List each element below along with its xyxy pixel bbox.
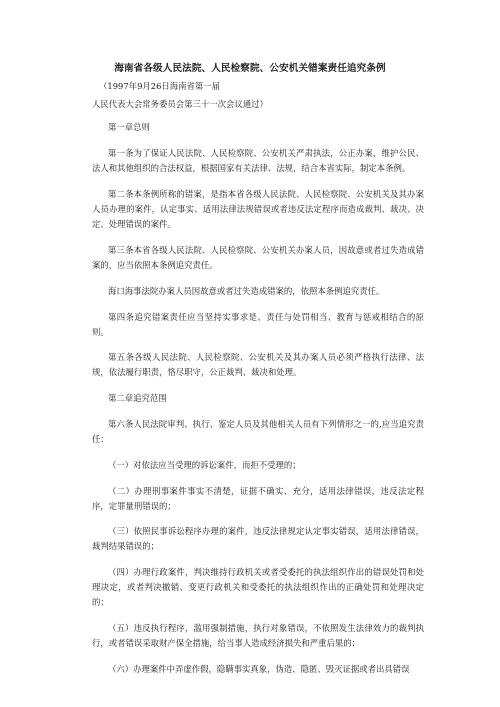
article-6-item-4: （四）办理行政案件，判决维持行政机关或者受委托的执法组织作出的错误处罚和处理决定，或者判决撤销、变更行政机关和受委托的执法组织作出的正确处罚和处理决定的；	[92, 567, 424, 607]
article-5: 第五条各级人民法院、人民检察院、公安机关及其办案人员必须严格执行法律、法规，依法履行职责，恪尽职守，公正裁判、裁决和处理。	[92, 352, 424, 377]
article-6-item-1: （一）对依法应当受理的诉讼案件，而拒不受理的；	[108, 460, 301, 470]
article-6: 第六条人民法院审判、执行、鉴定人员及其他相关人员有下列情形之一的,应当追究责任：	[92, 419, 424, 444]
article-1: 第一条为了保证人民法院、人民检察院、公安机关严肃执法，公正办案，维护公民、法人和其他组织的合法权益，根据国家有关法律、法规，结合本省实际，制定本条例。	[92, 148, 424, 173]
document-title: 海南省各级人民法院、人民检察院、公安机关错案责任追究条例	[114, 63, 386, 74]
article-6-item-5: （五）违反执行程序，滥用强制措施，执行对象错误，不依照发生法律效力的裁判执行，或者错误采取财产保全措施，给当事人造成经济损失和严重后果的；	[92, 623, 424, 648]
article-6-item-2: （二）办理刑事案件事实不清楚，证据不确实、充分，适用法律错误，违反法定程序，定罪量刑错误的；	[92, 486, 424, 511]
article-3-paragraph-2: 海口海事法院办案人员因故意或者过失造成错案的，依照本条例追究责任。	[108, 286, 385, 296]
article-3: 第三条本省各级人民法院、人民检察院、公安机关办案人员，因故意或者过失造成错案的，应当依照本条例追究责任。	[92, 245, 424, 270]
article-6-item-3: （三）依照民事诉讼程序办理的案件，违反法律规定认定事实错误，适用法律错误，裁判结果错误的；	[92, 526, 424, 551]
chapter-heading-1: 第一章总则	[108, 122, 150, 132]
chapter-heading-2: 第二章追究范围	[108, 393, 167, 403]
article-4: 第四条追究错案责任应当坚持实事求是、责任与处罚相当、教育与惩戒相结合的原则。	[92, 312, 424, 337]
article-6-item-6: （六）办理案件中弄虚作假，隐瞒事实真象，伪造、隐匿、毁灭证据或者出具错误	[108, 664, 410, 674]
enactment-note-line-1: （1997年9月26日海南省第一届	[99, 81, 221, 91]
enactment-note-line-2: 人民代表大会常务委员会第三十一次会议通过）	[92, 99, 268, 109]
article-2: 第二条本条例所称的错案，是指本省各级人民法院、人民检察院、公安机关及其办案人员办理的案件，认定事实、适用法律法规错误或者违反法定程序而造成裁判、裁决、决定、处理错误的案件。	[92, 189, 424, 229]
